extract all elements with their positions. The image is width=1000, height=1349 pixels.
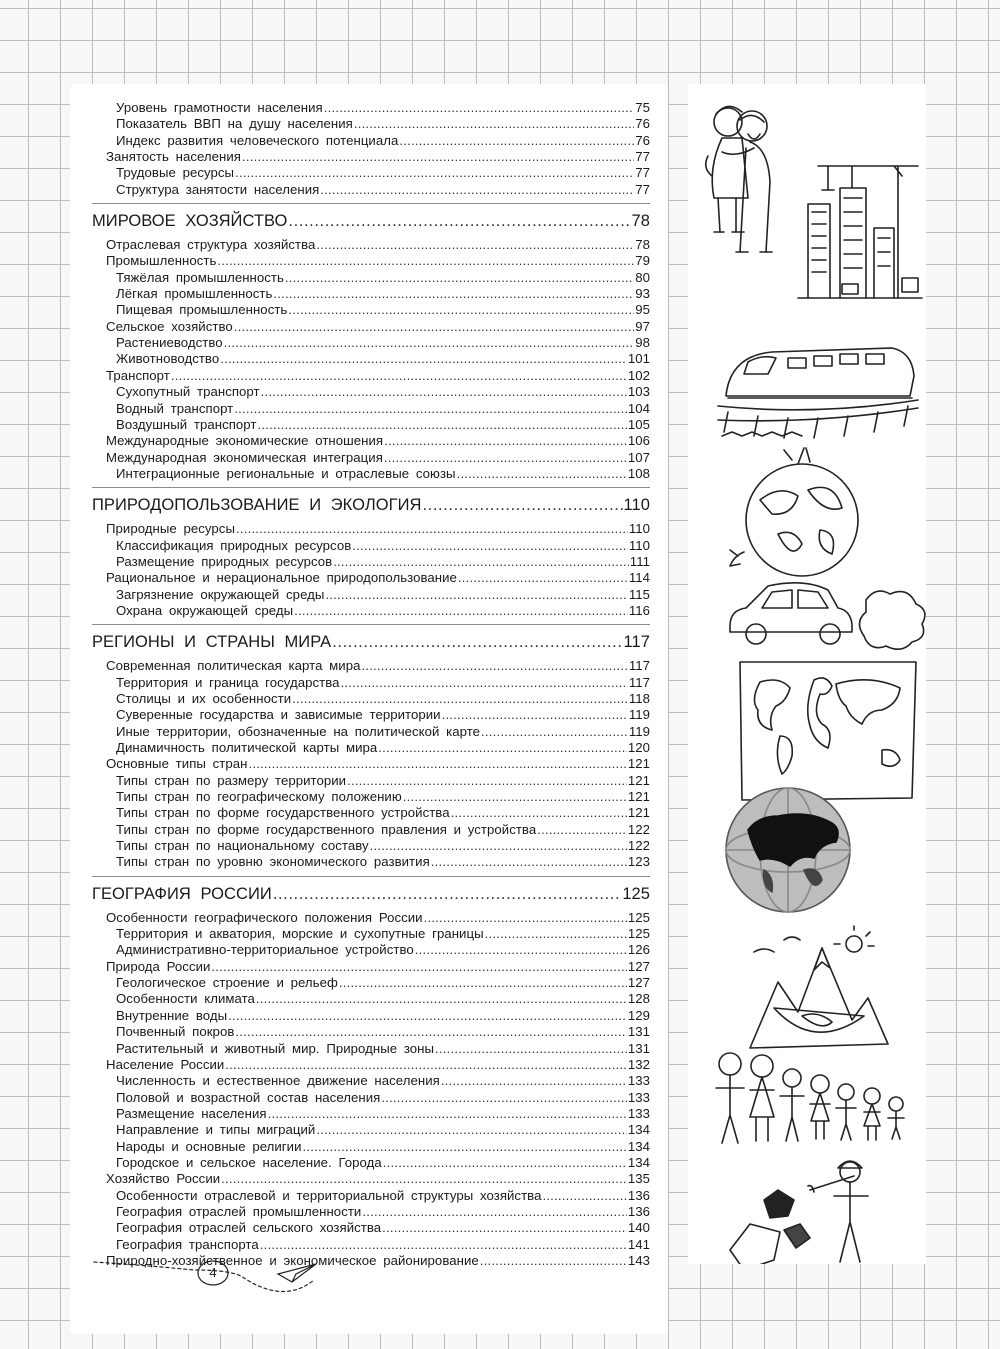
toc-entry[interactable] xyxy=(90,1171,650,1187)
toc-entry-title: Типы стран по размеру территории xyxy=(116,772,347,788)
toc-entry-title: Показатель ВВП на душу населения xyxy=(116,116,353,132)
toc-entry[interactable] xyxy=(90,182,650,198)
table-of-contents xyxy=(90,100,650,1269)
dot-leader xyxy=(235,165,634,181)
toc-entry-title: Сухопутный транспорт xyxy=(116,384,260,400)
toc-entry[interactable] xyxy=(90,1155,650,1171)
dot-leader xyxy=(362,1204,626,1220)
toc-entry-page: 114 xyxy=(628,570,650,586)
toc-entry-title: Столицы и их особенности xyxy=(116,690,292,706)
elderly-couple-hugging-icon xyxy=(706,106,772,252)
toc-entry-title: Международные экономические отношения xyxy=(106,433,384,449)
toc-entry-title: Воздушный транспорт xyxy=(116,416,257,432)
toc-entry[interactable] xyxy=(90,401,650,417)
toc-entry[interactable] xyxy=(90,149,650,165)
dot-leader xyxy=(217,253,634,269)
toc-entry[interactable] xyxy=(90,926,650,942)
toc-entry-title: Структура занятости населения xyxy=(116,181,320,197)
dot-leader xyxy=(435,1041,627,1057)
toc-entry-title: Отраслевая структура хозяйства xyxy=(106,237,316,253)
toc-entry[interactable] xyxy=(90,253,650,269)
toc-entry[interactable] xyxy=(90,165,650,181)
toc-section-heading[interactable] xyxy=(90,211,650,231)
toc-entry-page: 77 xyxy=(635,149,650,165)
toc-entry[interactable] xyxy=(90,789,650,805)
toc-entry-page: 128 xyxy=(627,991,650,1007)
toc-entry-page: 122 xyxy=(627,821,650,837)
toc-entry-page: 121 xyxy=(627,772,650,788)
toc-entry-page: 93 xyxy=(635,286,650,302)
dot-leader xyxy=(171,368,627,384)
toc-entry-page: 121 xyxy=(627,789,650,805)
dot-leader xyxy=(294,603,628,619)
dot-leader xyxy=(225,1057,627,1073)
toc-entry-page: 135 xyxy=(627,1171,650,1187)
toc-entry-page: 117 xyxy=(628,658,650,674)
toc-entry-page: 77 xyxy=(635,181,650,197)
toc-section-heading-title: МИРОВОЕ ХОЗЯЙСТВО xyxy=(92,212,288,231)
dot-leader xyxy=(273,884,622,904)
toc-entry-title: Интеграционные региональные и отраслевые союзы xyxy=(116,465,456,481)
toc-entry-title: Особенности географического положения России xyxy=(106,909,423,925)
toc-entry[interactable] xyxy=(90,1188,650,1204)
toc-entry[interactable] xyxy=(90,1041,650,1057)
miner-with-minerals-icon xyxy=(730,1161,868,1264)
toc-entry-title: Тяжёлая промышленность xyxy=(116,269,284,285)
toc-entry[interactable] xyxy=(90,554,650,570)
dot-leader xyxy=(361,658,627,674)
toc-entry-page: 117 xyxy=(628,674,650,690)
toc-entry-title: Динамичность политической карты мира xyxy=(116,740,378,755)
toc-entry-title: Почвенный покров xyxy=(116,1024,235,1040)
toc-entry[interactable] xyxy=(90,450,650,466)
dot-leader xyxy=(403,789,627,805)
dot-leader xyxy=(422,495,622,515)
toc-entry-page: 105 xyxy=(627,416,650,432)
dot-leader xyxy=(273,286,634,302)
toc-section-heading-title: ПРИРОДОПОЛЬЗОВАНИЕ И ЭКОЛОГИЯ xyxy=(92,496,422,515)
toc-entry-page: 101 xyxy=(627,351,650,367)
dot-leader xyxy=(261,384,627,400)
toc-entry-title: Международная экономическая интеграция xyxy=(106,449,383,465)
toc-entry-page: 77 xyxy=(635,165,650,181)
dot-leader xyxy=(256,991,627,1007)
dot-leader xyxy=(221,1171,627,1187)
toc-entry-title: Население России xyxy=(106,1056,225,1072)
dot-leader xyxy=(224,335,635,351)
toc-section-heading-page: 78 xyxy=(631,212,650,231)
toc-entry-page: 123 xyxy=(627,854,650,870)
toc-entry-title: Промышленность xyxy=(106,253,217,269)
dot-leader xyxy=(234,319,634,335)
dot-leader xyxy=(384,433,627,449)
toc-section-heading-page: 125 xyxy=(622,884,650,903)
dot-leader xyxy=(248,756,626,772)
toc-entry-title: Растительный и животный мир. Природные зоны xyxy=(116,1040,435,1056)
dot-leader xyxy=(347,773,627,789)
toc-entry-page: 134 xyxy=(627,1154,650,1170)
dot-leader xyxy=(370,838,627,854)
toc-entry-title: Сельское хозяйство xyxy=(106,318,233,334)
dot-leader xyxy=(442,707,628,723)
dot-leader xyxy=(399,133,634,149)
toc-entry[interactable] xyxy=(90,707,650,723)
toc-entry-title: География транспорта xyxy=(116,1236,259,1252)
dot-leader xyxy=(325,587,627,603)
toc-entry-title: Геологическое строение и рельеф xyxy=(116,975,338,991)
toc-entry-title: Классификация природных ресурсов xyxy=(116,537,352,553)
toc-entry-page: 121 xyxy=(627,805,650,821)
dot-leader xyxy=(258,417,627,433)
toc-entry-page: 104 xyxy=(627,400,650,416)
toc-entry-title: Территория и акватория, морские и сухопутные границы xyxy=(116,926,484,942)
dot-leader xyxy=(324,100,634,116)
toc-entry-title: География отраслей сельского хозяйства xyxy=(116,1220,382,1236)
dot-leader xyxy=(303,1139,627,1155)
toc-entry-page: 133 xyxy=(627,1073,650,1089)
toc-entry[interactable] xyxy=(90,1122,650,1138)
toc-entry-title: Водный транспорт xyxy=(116,400,234,416)
toc-entry-title: Животноводство xyxy=(116,351,220,367)
toc-entry[interactable] xyxy=(90,805,650,821)
toc-entry-title: Размещение населения xyxy=(116,1105,267,1121)
toc-entry[interactable] xyxy=(90,1220,650,1236)
dot-leader xyxy=(320,182,634,198)
toc-entry-title: Суверенные государства и зависимые территории xyxy=(116,707,441,723)
dot-leader xyxy=(341,675,628,691)
toc-entry[interactable] xyxy=(90,116,650,132)
toc-entry-page: 134 xyxy=(627,1122,650,1138)
toc-entry[interactable] xyxy=(90,417,650,433)
toc-entry-title: Размещение природных ресурсов xyxy=(116,553,333,569)
toc-entry[interactable] xyxy=(90,237,650,253)
toc-entry-page: 140 xyxy=(627,1220,650,1236)
family-of-stick-figures-icon xyxy=(716,1053,904,1143)
toc-entry-page: 108 xyxy=(627,465,650,481)
toc-entry-title: Особенности отраслевой и территориальной структуры хозяйства xyxy=(116,1187,542,1203)
toc-entry-title: Численность и естественное движение населения xyxy=(116,1073,440,1089)
dot-leader xyxy=(352,538,628,554)
toc-entry[interactable] xyxy=(90,587,650,603)
toc-entry-page: 97 xyxy=(635,318,650,334)
section-divider xyxy=(92,487,650,488)
dot-leader xyxy=(288,302,634,318)
toc-entry-page: 80 xyxy=(635,269,650,285)
toc-entry[interactable] xyxy=(90,433,650,449)
dot-leader xyxy=(451,805,627,821)
dot-leader xyxy=(480,1253,627,1269)
toc-entry-page: 106 xyxy=(627,433,650,449)
toc-entry[interactable] xyxy=(90,319,650,335)
toc-entry-page: 110 xyxy=(628,521,650,537)
toc-entry[interactable] xyxy=(90,910,650,926)
toc-entry-title: Природные ресурсы xyxy=(106,521,235,537)
dot-leader xyxy=(333,554,629,570)
dot-leader xyxy=(381,1090,627,1106)
toc-entry-title: Основные типы стран xyxy=(106,756,248,772)
toc-entry[interactable] xyxy=(90,691,650,707)
dot-leader xyxy=(288,211,630,231)
toc-entry[interactable] xyxy=(90,521,650,537)
toc-entry-page: 78 xyxy=(635,237,650,253)
construction-cranes-buildings-icon xyxy=(798,166,922,298)
world-map-sheet-icon xyxy=(740,662,916,800)
earth-globe-ecology-icon xyxy=(730,448,858,576)
toc-entry[interactable] xyxy=(90,1008,650,1024)
toc-entry[interactable] xyxy=(90,942,650,958)
section-divider xyxy=(92,203,650,204)
toc-entry-page: 120 xyxy=(627,740,650,755)
toc-entry-title: Охрана окружающей среды xyxy=(116,602,294,618)
toc-entry-title: Городское и сельское население. Города xyxy=(116,1154,382,1170)
toc-entry-title: Природно-хозяйственное и экономическое районирование xyxy=(106,1252,479,1268)
toc-entry-page: 127 xyxy=(627,975,650,991)
toc-entry-page: 131 xyxy=(627,1040,650,1056)
toc-entry-page: 143 xyxy=(627,1252,650,1268)
toc-entry[interactable] xyxy=(90,538,650,554)
illustrations-column xyxy=(688,84,926,1264)
dot-leader xyxy=(383,1155,627,1171)
toc-entry-title: Загрязнение окружающей среды xyxy=(116,586,325,602)
dot-leader xyxy=(424,910,627,926)
toc-entry-page: 129 xyxy=(627,1007,650,1023)
toc-entry-title: Народы и основные религии xyxy=(116,1138,302,1154)
toc-entry-title: Рациональное и нерациональное природопользование xyxy=(106,570,457,586)
toc-entry-title: Трудовые ресурсы xyxy=(116,165,235,181)
toc-entry[interactable] xyxy=(90,368,650,384)
toc-entry-page: 115 xyxy=(628,586,650,602)
toc-entry-title: География отраслей промышленности xyxy=(116,1203,362,1219)
toc-section-heading[interactable] xyxy=(90,884,650,904)
dot-leader xyxy=(415,942,627,958)
dot-leader xyxy=(242,149,634,165)
toc-entry-title: Современная политическая карта мира xyxy=(106,658,361,674)
toc-entry[interactable] xyxy=(90,658,650,674)
toc-entry-title: Индекс развития человеческого потенциала xyxy=(116,132,399,148)
dot-leader xyxy=(236,521,628,537)
toc-entry-page: 141 xyxy=(627,1236,650,1252)
toc-entry-page: 103 xyxy=(627,384,650,400)
toc-entry-page: 125 xyxy=(627,926,650,942)
toc-entry-title: Хозяйство России xyxy=(106,1171,221,1187)
toc-entry[interactable] xyxy=(90,838,650,854)
toc-entry[interactable] xyxy=(90,603,650,619)
dot-leader xyxy=(268,1106,627,1122)
dot-leader xyxy=(332,632,622,652)
toc-entry-title: Транспорт xyxy=(106,367,170,383)
toc-entry-title: Особенности климата xyxy=(116,991,255,1007)
dot-leader xyxy=(458,570,628,586)
toc-entry-page: 126 xyxy=(627,942,650,958)
toc-entry-page: 121 xyxy=(627,756,650,772)
dot-leader xyxy=(457,466,627,482)
toc-entry-page: 111 xyxy=(629,553,650,569)
dot-leader xyxy=(382,1220,627,1236)
toc-entry[interactable] xyxy=(90,1106,650,1122)
dot-leader xyxy=(234,401,627,417)
toc-entry-page: 134 xyxy=(627,1138,650,1154)
toc-entry[interactable] xyxy=(90,270,650,286)
dot-leader xyxy=(211,959,626,975)
toc-entry[interactable] xyxy=(90,675,650,691)
dot-leader xyxy=(481,724,628,740)
toc-entry-page: 133 xyxy=(627,1089,650,1105)
toc-entry[interactable] xyxy=(90,1139,650,1155)
dot-leader xyxy=(339,975,627,991)
toc-section-heading-title: РЕГИОНЫ И СТРАНЫ МИРА xyxy=(92,633,332,652)
toc-entry-page: 125 xyxy=(627,909,650,925)
toc-entry-page: 95 xyxy=(635,302,650,318)
dot-leader xyxy=(431,854,627,870)
toc-section-heading-title: ГЕОГРАФИЯ РОССИИ xyxy=(92,884,272,903)
toc-entry[interactable] xyxy=(90,756,650,772)
toc-entry-title: Уровень грамотности населения xyxy=(116,100,323,115)
toc-entry-page: 133 xyxy=(627,1105,650,1121)
toc-entry-title: Типы стран по форме государственного устройства xyxy=(116,805,450,821)
toc-entry-title: Типы стран по национальному составу xyxy=(116,838,369,854)
toc-entry[interactable] xyxy=(90,570,650,586)
car-exhaust-smoke-icon xyxy=(730,583,925,649)
toc-entry[interactable] xyxy=(90,975,650,991)
toc-entry-title: Иные территории, обозначенные на политической карте xyxy=(116,723,481,739)
dot-leader xyxy=(441,1073,627,1089)
toc-entry[interactable] xyxy=(90,466,650,482)
toc-entry-page: 76 xyxy=(635,132,650,148)
toc-entry-page: 102 xyxy=(627,367,650,383)
toc-section-heading-page: 117 xyxy=(623,633,650,652)
toc-entry-page: 127 xyxy=(627,958,650,974)
toc-entry-page: 76 xyxy=(635,116,650,132)
paper-plane-icon xyxy=(278,1264,316,1282)
high-speed-train-icon xyxy=(718,348,918,438)
toc-entry[interactable] xyxy=(90,1057,650,1073)
dot-leader xyxy=(260,1237,627,1253)
toc-entry[interactable] xyxy=(90,1024,650,1040)
toc-entry[interactable] xyxy=(90,100,650,116)
dot-leader xyxy=(285,270,634,286)
toc-entry-title: Типы стран по географическому положению xyxy=(116,789,402,805)
toc-entry[interactable] xyxy=(90,991,650,1007)
toc-entry-page: 136 xyxy=(627,1187,650,1203)
dot-leader xyxy=(537,822,627,838)
toc-entry-page: 110 xyxy=(628,537,650,553)
toc-entry-title: Пищевая промышленность xyxy=(116,302,288,318)
toc-entry-page: 136 xyxy=(627,1203,650,1219)
toc-entry[interactable] xyxy=(90,302,650,318)
toc-entry-page: 79 xyxy=(635,253,650,269)
toc-entry-page: 122 xyxy=(627,838,650,854)
dot-leader xyxy=(378,740,627,756)
section-divider xyxy=(92,624,650,625)
toc-entry-page: 132 xyxy=(627,1056,650,1072)
toc-entry-title: Территория и граница государства xyxy=(116,674,340,690)
dot-leader xyxy=(384,450,627,466)
dot-leader xyxy=(542,1188,626,1204)
dot-leader xyxy=(228,1008,627,1024)
toc-entry[interactable] xyxy=(90,1204,650,1220)
toc-entry-title: Половой и возрастной состав населения xyxy=(116,1089,381,1105)
toc-entry[interactable] xyxy=(90,1090,650,1106)
toc-entry-page: 107 xyxy=(627,449,650,465)
toc-entry-title: Направление и типы миграций xyxy=(116,1122,316,1138)
toc-entry-title: Административно-территориальное устройство xyxy=(116,942,414,958)
toc-entry[interactable] xyxy=(90,959,650,975)
toc-entry-page: 98 xyxy=(635,335,650,351)
toc-entry-title: Лёгкая промышленность xyxy=(116,286,273,302)
toc-entry[interactable] xyxy=(90,1237,650,1253)
toc-entry[interactable] xyxy=(90,286,650,302)
dot-leader xyxy=(292,691,628,707)
toc-section-heading-page: 110 xyxy=(623,496,650,515)
toc-entry-title: Типы стран по уровню экономического развития xyxy=(116,854,430,870)
toc-entry-title: Занятость населения xyxy=(106,149,241,165)
page-number: 4 xyxy=(209,1265,217,1280)
dot-leader xyxy=(235,1024,626,1040)
toc-entry[interactable] xyxy=(90,724,650,740)
toc-entry[interactable] xyxy=(90,133,650,149)
toc-entry-page: 116 xyxy=(628,602,650,618)
toc-entry-title: Растениеводство xyxy=(116,335,223,351)
toc-entry-page: 131 xyxy=(627,1024,650,1040)
toc-entry[interactable] xyxy=(90,773,650,789)
toc-entry[interactable] xyxy=(90,335,650,351)
dot-leader xyxy=(354,116,634,132)
toc-section-heading[interactable] xyxy=(90,495,650,515)
toc-entry-page: 119 xyxy=(628,707,650,723)
dot-leader xyxy=(316,1122,627,1138)
globe-russia-highlighted-icon xyxy=(726,788,850,912)
toc-entry-page: 118 xyxy=(628,690,650,706)
toc-entry[interactable] xyxy=(90,854,650,870)
dot-leader xyxy=(485,926,627,942)
toc-entry[interactable] xyxy=(90,740,650,756)
toc-page xyxy=(70,84,668,1334)
dot-leader xyxy=(220,351,627,367)
section-divider xyxy=(92,876,650,877)
mountains-hammock-icon xyxy=(750,926,888,1048)
toc-entry-page: 119 xyxy=(628,723,650,739)
toc-entry-title: Внутренние воды xyxy=(116,1007,228,1023)
toc-entry-title: Типы стран по форме государственного правления и устройства xyxy=(116,821,537,837)
toc-entry[interactable] xyxy=(90,384,650,400)
toc-entry-title: Природа России xyxy=(106,958,211,974)
toc-entry[interactable] xyxy=(90,1073,650,1089)
toc-entry-page: 75 xyxy=(635,100,650,115)
toc-entry[interactable] xyxy=(90,822,650,838)
toc-section-heading[interactable] xyxy=(90,632,650,652)
dot-leader xyxy=(316,237,634,253)
toc-entry[interactable] xyxy=(90,351,650,367)
